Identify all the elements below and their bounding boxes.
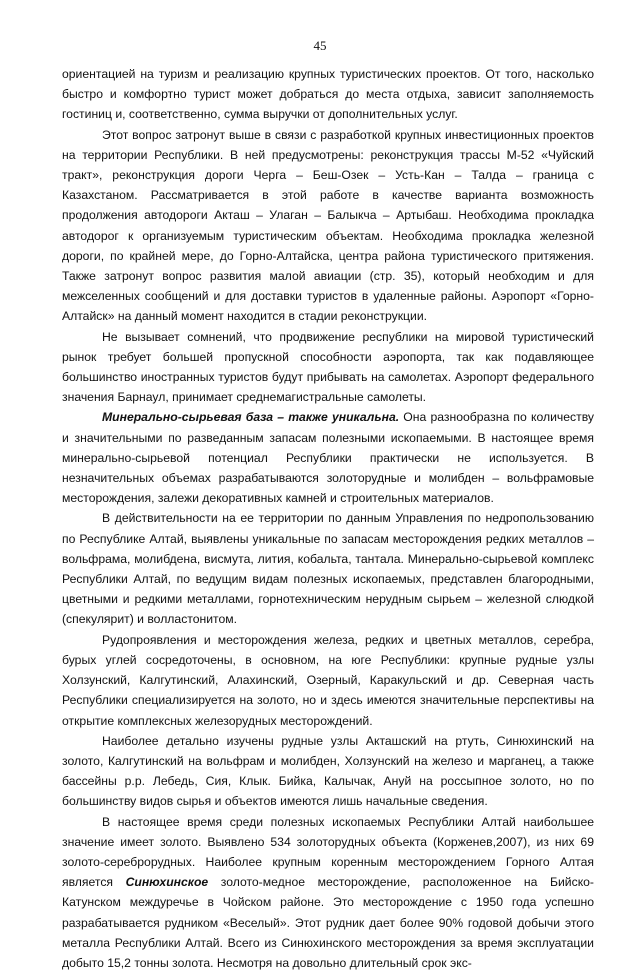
page-number: 45 bbox=[313, 38, 327, 53]
paragraph-2: Этот вопрос затронут выше в связи с разработкой крупных инвестиционных проектов на территории Республики. В ней предусмотрены: реконструкция трассы М-52 «Чуйский тракт», реконструкция дороги Черга – Беш-Озек – Усть-Кан – Талда – граница с Казахстаном. Рассматривается в этой работе в качестве варианта возможность продолжения автодороги Акташ – Улаган – Балыкча – Артыбаш. Необходима прокладка автодорог к организуемым туристическим объектам. Необходима прокладка железной дороги, по крайней мере, до Горно-Алтайска, центра района туристического притяжения. Также затронут вопрос развития малой авиации (стр. 35), который необходим и для межселенных сообщений и для доставки туристов в удаленные районы. Аэропорт «Горно-Алтайск» на данный момент находится в стадии реконструкции. bbox=[62, 127, 594, 324]
paragraph-1: ориентацией на туризм и реализацию крупных туристических проектов. От того, насколько быстро и комфортно турист может добраться до места отдыха, зависит заполняемость гостиниц и, соответственно, сумма выручки от дополнительных услуг. bbox=[62, 67, 594, 122]
paragraph-8 bbox=[62, 812, 594, 973]
paragraph-8-text: золото-медное месторождение, расположенное на Бийско-Катунском междуречье в Чойском районе. Это месторождение с 1950 года успешно разрабатывается рудником «Веселый». Этот рудник дает более 90% годовой добычи этого металла Республики Алтай. Всего из Синюхинского месторождения за время эксплуатации добыто 15,2 тонны золота. Несмотря на довольно длительный срок экс- bbox=[62, 875, 594, 970]
paragraph-4 bbox=[62, 407, 594, 508]
section-lead-heading: Минерально-сырьевая база – также уникальна. bbox=[102, 410, 400, 425]
paragraph-7: Наиболее детально изучены рудные узлы Акташский на ртуть, Синюхинский на золото, Калгутинский на вольфрам и молибден, Холзунский на железо и марганец, а также бассейны р.р. Лебедь, Сия, Клык. Бийка, Калычак, Ануй на россыпное золото, но по большинству видов сырья и объектов имеются лишь начальные сведения. bbox=[62, 733, 594, 809]
body-text bbox=[62, 64, 594, 973]
paragraph-4-text: Она разнообразна по количеству и значительными по разведанным запасам полезными ископаемыми. В настоящее время минерально-сырьевой потенциал Республики практически не используется. В незначительных объемах разрабатываются золоторудные и молибден – вольфрамовые месторождения, залежи декоративных камней и строительных материалов. bbox=[62, 410, 594, 506]
paragraph-5: В действительности на ее территории по данным Управления по недропользованию по Республике Алтай, выявлены уникальные по запасам месторождения редких металлов – вольфрама, молибдена, висмута, лития, кобальта, тантала. Минерально-сырьевой комплекс Республики Алтай, по ведущим видам полезных ископаемых, представлен благородными, цветными и редкими металлами, горнотехническим нерудным сырьем – железной слюдкой (спекулярит) и волластонитом. bbox=[62, 511, 594, 627]
paragraph-6: Рудопроявления и месторождения железа, редких и цветных металлов, серебра, бурых углей сосредоточены, в основном, на юге Республики: крупные рудные узлы Холзунский, Калгутинский, Алахинский, Озерный, Каракульский и др. Северная часть Республики специализируется на золото, но и здесь имеются значительные перспективы на открытие комплексных железорудных месторождений. bbox=[62, 632, 594, 728]
paragraph-3: Не вызывает сомнений, что продвижение республики на мировой туристический рынок требует большей пропускной способности аэропорта, так как подавляющее большинство иностранных туристов будут прибывать на самолетах. Аэропорт федерального значения Барнаул, принимает среднемагистральные самолеты. bbox=[62, 329, 594, 405]
deposit-name-emphasis: Синюхинское bbox=[125, 875, 209, 890]
paragraph-8-text-before: В настоящее время среди полезных ископаемых Республики Алтай наибольшее значение имеет золото. Выявлено 534 золоторудных объекта (Корженев,2007), из них 69 золото-сереброрудных. Наиболее крупным коренным месторождением Горного Алтая является bbox=[62, 814, 594, 890]
